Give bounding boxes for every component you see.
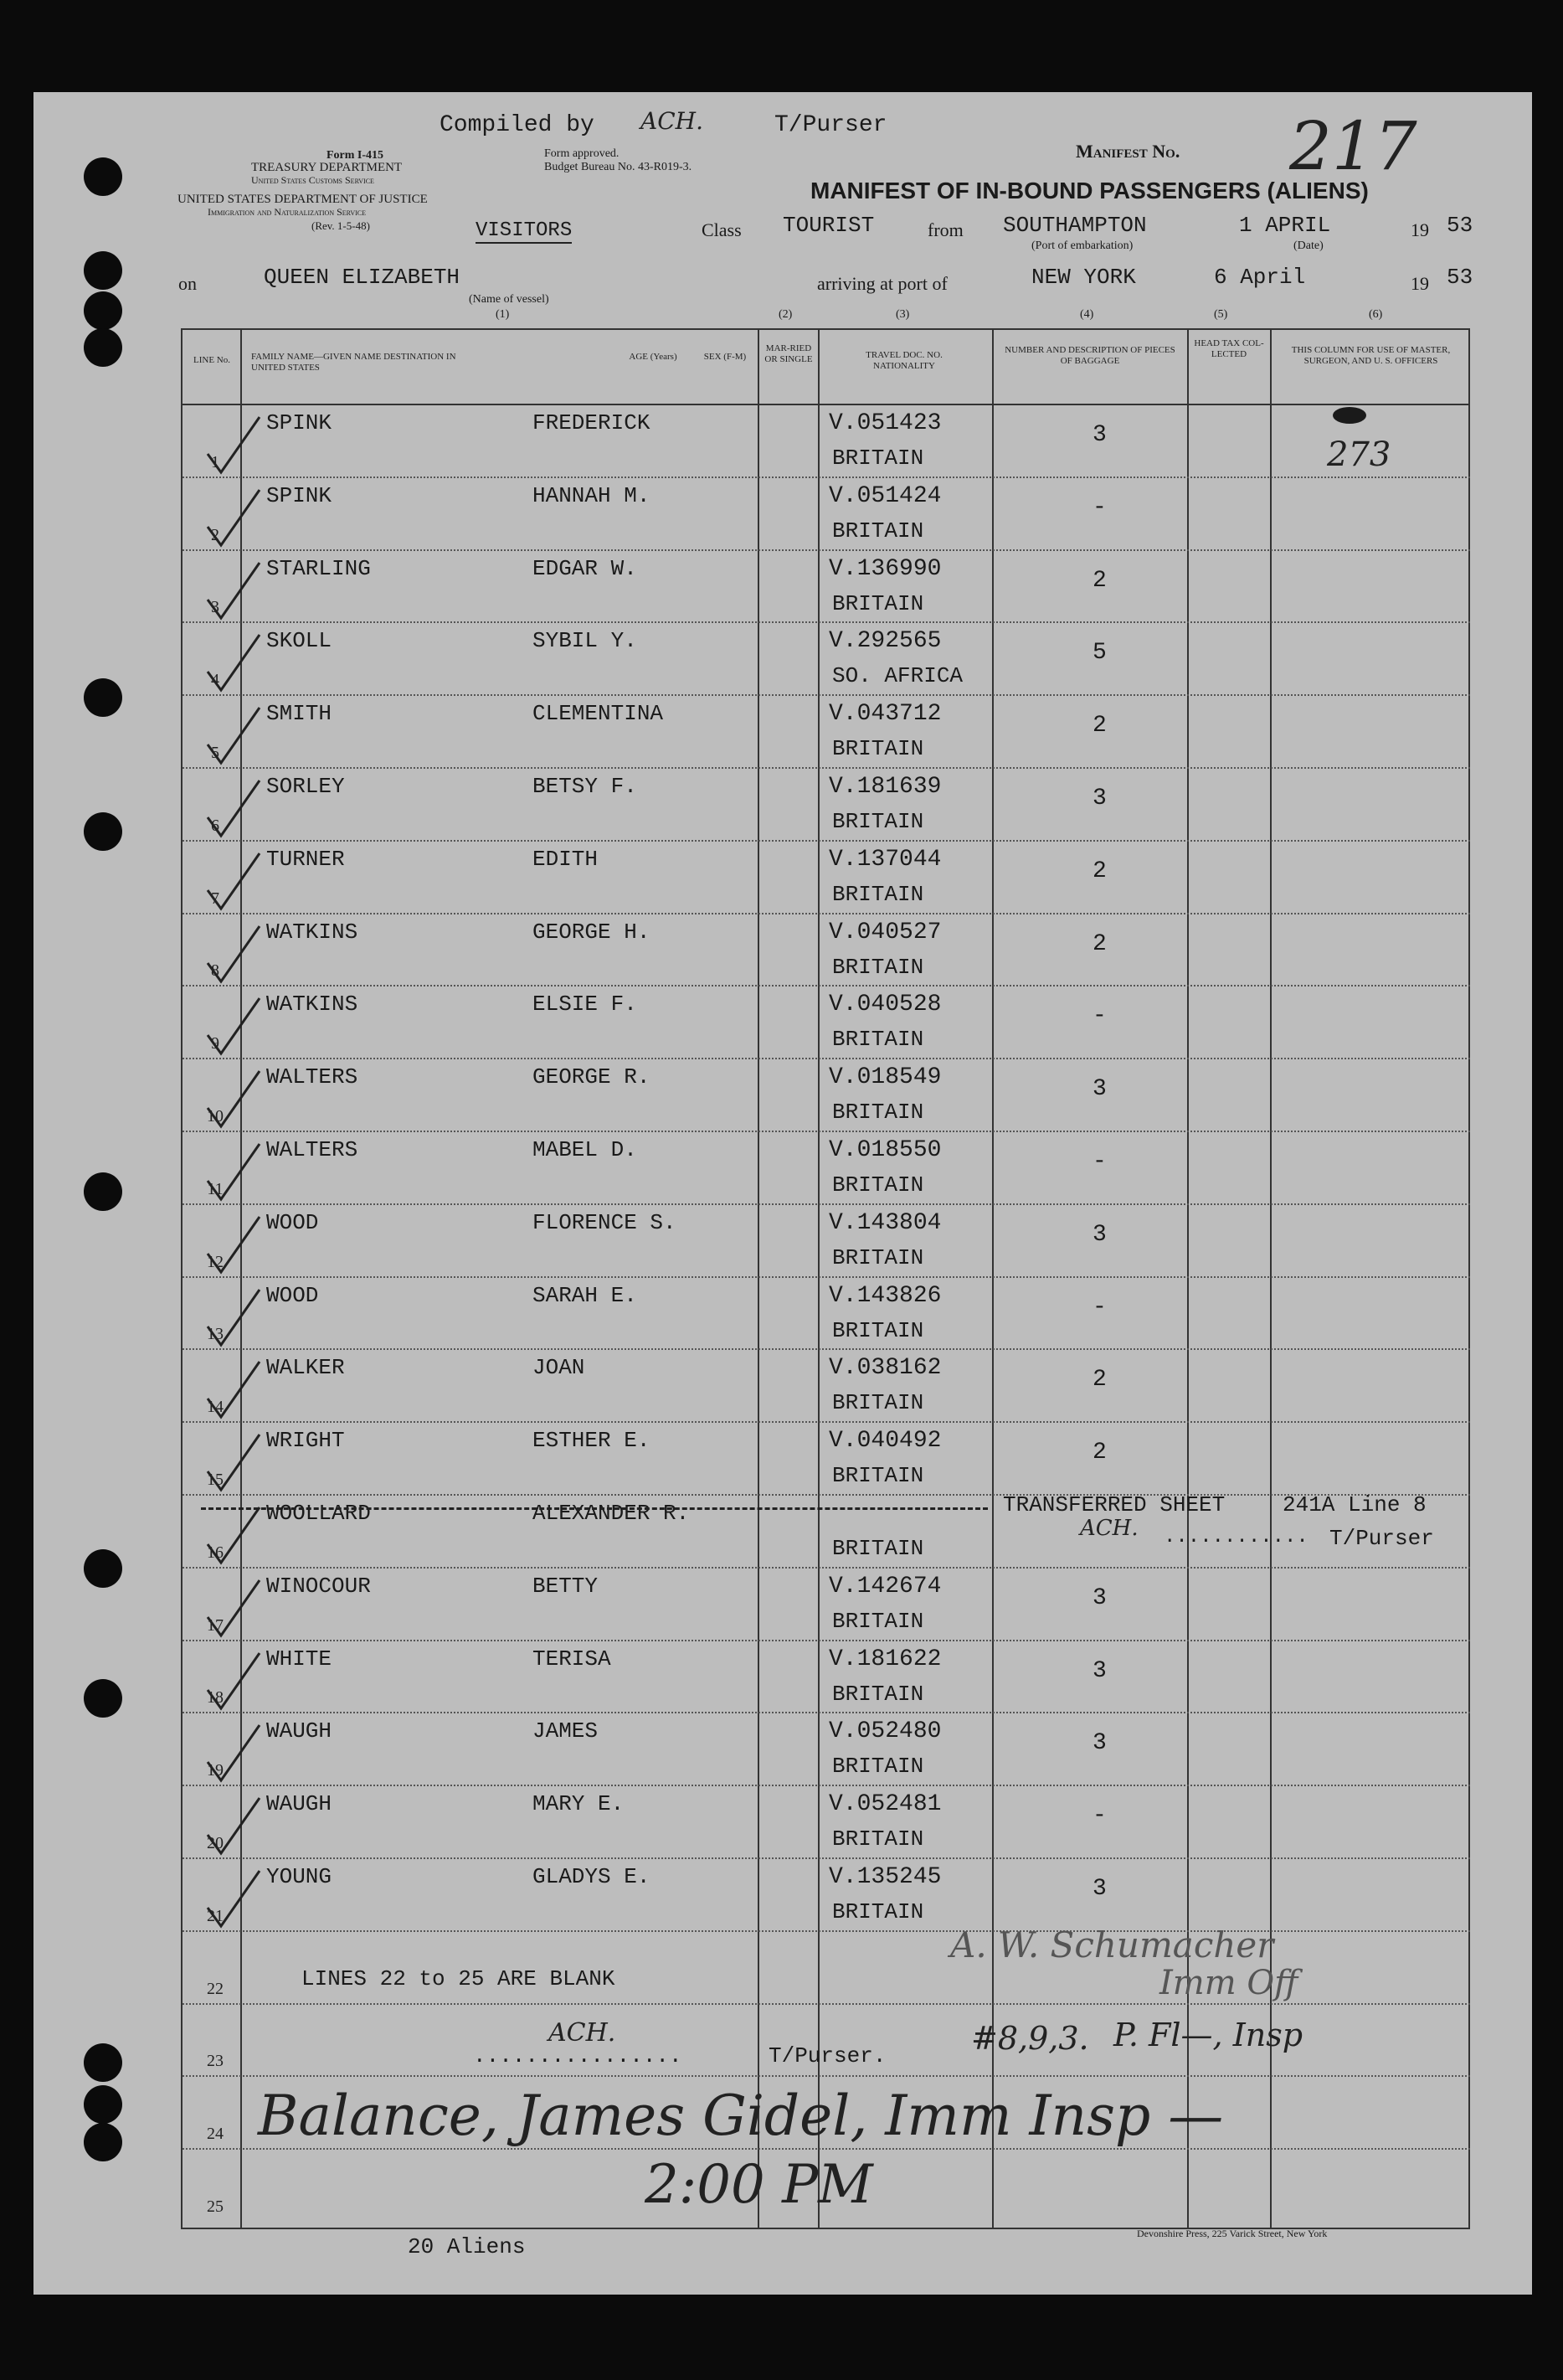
binder-hole bbox=[84, 157, 122, 196]
check-mark-icon bbox=[201, 993, 268, 1060]
row-divider bbox=[183, 1131, 1470, 1132]
nationality: BRITAIN bbox=[832, 1390, 924, 1416]
family-name: SMITH bbox=[266, 701, 332, 727]
arrival-date: 6 April bbox=[1214, 265, 1306, 290]
given-name: EDGAR W. bbox=[532, 555, 637, 581]
travel-doc-number: V.052481 bbox=[829, 1791, 942, 1818]
vessel-note: (Name of vessel) bbox=[469, 293, 549, 306]
family-name: SKOLL bbox=[266, 628, 332, 654]
family-name: WINOCOUR bbox=[266, 1573, 371, 1599]
nationality: BRITAIN bbox=[832, 518, 924, 543]
nationality: BRITAIN bbox=[832, 446, 924, 471]
line-number: 16 bbox=[207, 1543, 224, 1562]
arriving-label: arriving at port of bbox=[817, 273, 948, 294]
row-divider bbox=[183, 985, 1470, 987]
nationality: BRITAIN bbox=[832, 809, 924, 834]
given-name: SARAH E. bbox=[532, 1282, 637, 1308]
given-name: MABEL D. bbox=[532, 1137, 637, 1162]
check-mark-icon bbox=[201, 1430, 268, 1497]
nationality: BRITAIN bbox=[832, 1027, 924, 1053]
travel-doc-number: V.143826 bbox=[829, 1282, 942, 1309]
row-divider bbox=[183, 1930, 1470, 1932]
col-header-officers: THIS COLUMN FOR USE OF MASTER, SURGEON, AND U. S. OFFICERS bbox=[1291, 345, 1451, 366]
check-mark-icon bbox=[201, 485, 268, 552]
travel-doc-number: V.052480 bbox=[829, 1718, 942, 1745]
baggage-count: 3 bbox=[1093, 1076, 1107, 1103]
binder-hole bbox=[84, 1549, 122, 1588]
travel-doc-number: V.181639 bbox=[829, 774, 942, 800]
compiled-by-title: T/Purser bbox=[774, 112, 887, 138]
line-number: 10 bbox=[207, 1107, 224, 1126]
nationality: BRITAIN bbox=[832, 1608, 924, 1634]
given-name: CLEMENTINA bbox=[532, 701, 664, 727]
line-number: 18 bbox=[207, 1688, 224, 1708]
col-header-age: AGE (Years) bbox=[629, 352, 677, 362]
col-header-head-tax: HEAD TAX COL-LECTED bbox=[1194, 338, 1264, 359]
col-number-3: (3) bbox=[896, 308, 910, 321]
transferred-title: T/Purser bbox=[1329, 1526, 1434, 1551]
line-number: 19 bbox=[207, 1761, 224, 1780]
nationality: BRITAIN bbox=[832, 881, 924, 907]
compiled-by-label: Compiled by bbox=[440, 112, 594, 138]
binder-hole bbox=[84, 1679, 122, 1718]
line-number: 17 bbox=[207, 1615, 224, 1635]
check-mark-icon bbox=[201, 1139, 268, 1206]
given-name: FLORENCE S. bbox=[532, 1209, 676, 1235]
row-divider bbox=[183, 1276, 1470, 1278]
baggage-count: 2 bbox=[1093, 1367, 1107, 1393]
nationality: BRITAIN bbox=[832, 1681, 924, 1707]
family-name: WOOLLARD bbox=[266, 1501, 371, 1526]
family-name: WOOD bbox=[266, 1209, 319, 1235]
line-number: 4 bbox=[211, 671, 219, 690]
col-number-2: (2) bbox=[779, 308, 793, 321]
travel-doc-number: V.018549 bbox=[829, 1064, 942, 1091]
transferred-signature: ACH. bbox=[1080, 1516, 1139, 1541]
baggage-count: 2 bbox=[1093, 930, 1107, 957]
check-mark-icon bbox=[201, 1212, 268, 1279]
check-mark-icon bbox=[201, 848, 268, 915]
check-mark-icon bbox=[201, 1575, 268, 1642]
inspector-signature-1: A. W. Schumacher bbox=[950, 1924, 1274, 1965]
ins-service: Immigration and Naturalization Service bbox=[208, 206, 367, 218]
line-number: 24 bbox=[207, 2125, 224, 2144]
given-name: ALEXANDER R. bbox=[532, 1501, 690, 1526]
col-header-name: FAMILY NAME—GIVEN NAME DESTINATION IN UNITED STATES bbox=[251, 352, 456, 373]
officer-note-row1: 273 bbox=[1327, 435, 1391, 474]
nationality: BRITAIN bbox=[832, 1244, 924, 1270]
row-divider bbox=[183, 621, 1470, 623]
reference-number: #8,9,3. bbox=[971, 2020, 1089, 2057]
inspector-title-1: Imm Off bbox=[1159, 1964, 1298, 2002]
line-number: 1 bbox=[211, 452, 219, 471]
binder-hole bbox=[84, 678, 122, 717]
binder-hole bbox=[84, 1172, 122, 1211]
embarkation-note: (Port of embarkation) bbox=[1031, 240, 1134, 252]
travel-doc-number: V.137044 bbox=[829, 846, 942, 873]
baggage-count: 3 bbox=[1093, 1876, 1107, 1902]
travel-doc-number: V.040528 bbox=[829, 992, 942, 1018]
binder-hole bbox=[84, 291, 122, 330]
travel-doc-number: V.051424 bbox=[829, 482, 942, 509]
col-header-travel-doc: TRAVEL DOC. NO. NATIONALITY bbox=[866, 350, 943, 371]
family-name: WHITE bbox=[266, 1646, 332, 1672]
family-name: WAUGH bbox=[266, 1718, 332, 1744]
nationality: BRITAIN bbox=[832, 1463, 924, 1489]
family-name: SPINK bbox=[266, 410, 332, 435]
family-name: SORLEY bbox=[266, 774, 345, 799]
printer-credit: Devonshire Press, 225 Varick Street, New York bbox=[1137, 2228, 1328, 2239]
baggage-count: - bbox=[1093, 1294, 1107, 1321]
manifest-title: MANIFEST OF IN-BOUND PASSENGERS (ALIENS) bbox=[810, 178, 1369, 203]
binder-hole bbox=[84, 2043, 122, 2082]
given-name: MARY E. bbox=[532, 1791, 625, 1817]
column-divider bbox=[818, 328, 820, 2229]
purser-dots: ................ bbox=[473, 2043, 682, 2068]
family-name: WALKER bbox=[266, 1355, 345, 1381]
check-mark-icon bbox=[201, 1866, 268, 1933]
check-mark-icon bbox=[201, 412, 268, 479]
row-divider bbox=[183, 1421, 1470, 1423]
nationality: BRITAIN bbox=[832, 1172, 924, 1198]
family-name: WAUGH bbox=[266, 1791, 332, 1817]
transferred-text: TRANSFERRED SHEET bbox=[1003, 1492, 1226, 1517]
baggage-count: 3 bbox=[1093, 422, 1107, 448]
check-mark-icon bbox=[201, 630, 268, 697]
vessel-col-number: (1) bbox=[496, 308, 510, 321]
year-prefix: 19 bbox=[1411, 273, 1429, 294]
given-name: BETTY bbox=[532, 1573, 599, 1599]
department-of-justice: UNITED STATES DEPARTMENT OF JUSTICE bbox=[177, 193, 428, 206]
nationality: BRITAIN bbox=[832, 1100, 924, 1126]
line-number: 15 bbox=[207, 1471, 224, 1489]
vessel-name: QUEEN ELIZABETH bbox=[264, 265, 460, 290]
travel-doc-number: V.136990 bbox=[829, 555, 942, 582]
nationality: BRITAIN bbox=[832, 1536, 924, 1561]
nationality: BRITAIN bbox=[832, 736, 924, 762]
compiled-by-signature: ACH. bbox=[640, 107, 703, 135]
baggage-count: 3 bbox=[1093, 1584, 1107, 1611]
row-divider bbox=[183, 913, 1470, 914]
col-number-4: (4) bbox=[1080, 308, 1094, 321]
blank-lines-note: LINES 22 to 25 ARE BLANK bbox=[301, 1966, 615, 1991]
baggage-count: 3 bbox=[1093, 1730, 1107, 1757]
treasury-department: TREASURY DEPARTMENT bbox=[251, 161, 403, 174]
travel-doc-number: V.135245 bbox=[829, 1864, 942, 1890]
given-name: HANNAH M. bbox=[532, 482, 650, 508]
line-number: 21 bbox=[207, 1906, 224, 1925]
form-revision: (Rev. 1-5-48) bbox=[311, 219, 370, 232]
col-number-5: (5) bbox=[1214, 308, 1228, 321]
given-name: EDITH bbox=[532, 846, 599, 872]
check-mark-icon bbox=[201, 1648, 268, 1715]
date-note: (Date) bbox=[1293, 240, 1324, 252]
check-mark-icon bbox=[201, 775, 268, 842]
family-name: WATKINS bbox=[266, 992, 358, 1017]
given-name: JAMES bbox=[532, 1718, 599, 1744]
check-mark-icon bbox=[201, 558, 268, 625]
purser-signature: ACH. bbox=[548, 2018, 616, 2048]
family-name: YOUNG bbox=[266, 1864, 332, 1889]
nationality: SO. AFRICA bbox=[832, 663, 964, 689]
line-number: 22 bbox=[207, 1979, 224, 1998]
check-mark-icon bbox=[201, 1793, 268, 1860]
baggage-count: 3 bbox=[1093, 1221, 1107, 1248]
row-divider bbox=[183, 840, 1470, 842]
column-divider bbox=[758, 328, 759, 2229]
check-mark-icon bbox=[201, 703, 268, 770]
row-divider bbox=[183, 549, 1470, 551]
alien-count: 20 Aliens bbox=[408, 2234, 526, 2259]
row-divider bbox=[183, 1494, 1470, 1496]
line-number: 7 bbox=[211, 889, 219, 908]
officer-stamp-icon bbox=[1333, 407, 1366, 424]
row-divider bbox=[183, 1348, 1470, 1350]
family-name: WALTERS bbox=[266, 1064, 358, 1090]
nationality: BRITAIN bbox=[832, 1754, 924, 1780]
nationality: BRITAIN bbox=[832, 954, 924, 980]
given-name: GLADYS E. bbox=[532, 1864, 650, 1889]
baggage-count: - bbox=[1093, 1803, 1107, 1830]
arrival-port: NEW YORK bbox=[1031, 265, 1136, 290]
line-number: 13 bbox=[207, 1325, 224, 1344]
line-number: 23 bbox=[207, 2052, 224, 2071]
family-name: WRIGHT bbox=[266, 1428, 345, 1454]
check-mark-icon bbox=[201, 1357, 268, 1424]
line-number: 25 bbox=[207, 2197, 224, 2216]
row-divider bbox=[183, 767, 1470, 769]
row-divider bbox=[183, 1640, 1470, 1641]
arrival-year: 53 bbox=[1447, 265, 1473, 290]
header-bottom-rule bbox=[181, 404, 1470, 405]
inspector-signature-2: P. Fl—, Insp bbox=[1113, 2017, 1303, 2053]
check-mark-icon bbox=[201, 1285, 268, 1352]
class-label: Class bbox=[702, 219, 742, 240]
family-name: TURNER bbox=[266, 846, 345, 872]
travel-doc-number: V.040527 bbox=[829, 919, 942, 945]
col-header-baggage: NUMBER AND DESCRIPTION OF PIECES OF BAGGAGE bbox=[1005, 345, 1175, 366]
line-number: 12 bbox=[207, 1252, 224, 1271]
year-prefix: 19 bbox=[1411, 219, 1429, 240]
departure-year: 53 bbox=[1447, 213, 1473, 238]
line-number: 3 bbox=[211, 598, 219, 617]
check-mark-icon bbox=[201, 1066, 268, 1133]
family-name: WOOD bbox=[266, 1282, 319, 1308]
form-number: Form I-415 bbox=[326, 149, 384, 162]
line-number: 5 bbox=[211, 744, 219, 762]
row-divider bbox=[183, 1712, 1470, 1713]
row-divider bbox=[183, 1857, 1470, 1859]
budget-bureau: Budget Bureau No. 43-R019-3. bbox=[544, 161, 692, 173]
manifest-number: 217 bbox=[1289, 107, 1417, 185]
family-name: SPINK bbox=[266, 482, 332, 508]
manifest-table bbox=[181, 328, 1470, 2229]
col-header-line: LINE No. bbox=[193, 355, 230, 365]
row-divider bbox=[183, 694, 1470, 696]
row-divider bbox=[183, 1567, 1470, 1569]
woollard-strike-line bbox=[201, 1507, 988, 1510]
row-divider bbox=[183, 1203, 1470, 1205]
given-name: ESTHER E. bbox=[532, 1428, 650, 1454]
manifest-no-label: Manifest No. bbox=[1076, 141, 1180, 162]
travel-doc-number: V.018550 bbox=[829, 1137, 942, 1163]
nationality: BRITAIN bbox=[832, 590, 924, 616]
departure-date: 1 APRIL bbox=[1239, 213, 1331, 238]
travel-doc-number: V.043712 bbox=[829, 701, 942, 728]
given-name: BETSY F. bbox=[532, 774, 637, 799]
line-number: 8 bbox=[211, 961, 219, 981]
from-label: from bbox=[928, 219, 964, 240]
on-label: on bbox=[178, 273, 197, 294]
baggage-count: 2 bbox=[1093, 713, 1107, 739]
class-value: TOURIST bbox=[783, 213, 875, 238]
row-divider bbox=[183, 477, 1470, 478]
baggage-count: 2 bbox=[1093, 858, 1107, 884]
check-mark-icon bbox=[201, 1720, 268, 1787]
baggage-count: - bbox=[1093, 1149, 1107, 1175]
check-mark-icon bbox=[201, 1502, 268, 1569]
given-name: GEORGE R. bbox=[532, 1064, 650, 1090]
baggage-count: - bbox=[1093, 1003, 1107, 1030]
col-header-married: MAR-RIED OR SINGLE bbox=[764, 343, 813, 364]
given-name: GEORGE H. bbox=[532, 919, 650, 945]
baggage-count: 3 bbox=[1093, 786, 1107, 811]
given-name: JOAN bbox=[532, 1355, 585, 1381]
line-number: 6 bbox=[211, 816, 219, 835]
visitors-label: VISITORS bbox=[476, 219, 573, 242]
line-number: 2 bbox=[211, 525, 219, 544]
line-number: 11 bbox=[207, 1179, 224, 1198]
line-number: 9 bbox=[211, 1034, 219, 1053]
given-name: FREDERICK bbox=[532, 410, 650, 435]
binder-hole bbox=[84, 2123, 122, 2161]
line-number: 14 bbox=[207, 1398, 224, 1417]
transferred-line-ref: 241A Line 8 bbox=[1283, 1492, 1427, 1517]
col-header-sex: SEX (F-M) bbox=[703, 352, 747, 362]
travel-doc-number: V.142674 bbox=[829, 1573, 942, 1600]
form-approved: Form approved. bbox=[544, 147, 620, 160]
row-divider bbox=[183, 1058, 1470, 1059]
binder-hole bbox=[84, 812, 122, 851]
family-name: WALTERS bbox=[266, 1137, 358, 1162]
travel-doc-number: V.181622 bbox=[829, 1646, 942, 1672]
time-note: 2:00 PM bbox=[645, 2154, 873, 2216]
check-mark-icon bbox=[201, 921, 268, 988]
baggage-count: 2 bbox=[1093, 567, 1107, 594]
row-divider bbox=[183, 2148, 1470, 2150]
nationality: BRITAIN bbox=[832, 1826, 924, 1852]
nationality: BRITAIN bbox=[832, 1317, 924, 1343]
from-value: SOUTHAMPTON bbox=[1003, 213, 1147, 238]
baggage-count: - bbox=[1093, 494, 1107, 521]
transferred-dots: ............ bbox=[1164, 1526, 1308, 1548]
row-divider bbox=[183, 2003, 1470, 2005]
travel-doc-number: V.143804 bbox=[829, 1209, 942, 1236]
binder-hole bbox=[84, 251, 122, 290]
travel-doc-number: V.292565 bbox=[829, 628, 942, 655]
binder-hole bbox=[84, 328, 122, 367]
given-name: SYBIL Y. bbox=[532, 628, 637, 654]
binder-hole bbox=[84, 2085, 122, 2124]
travel-doc-number: V.051423 bbox=[829, 410, 942, 436]
given-name: ELSIE F. bbox=[532, 992, 637, 1017]
col-number-6: (6) bbox=[1369, 308, 1383, 321]
customs-service: United States Customs Service bbox=[251, 174, 374, 186]
baggage-count: 5 bbox=[1093, 640, 1107, 667]
nationality: BRITAIN bbox=[832, 1899, 924, 1924]
given-name: TERISA bbox=[532, 1646, 611, 1672]
baggage-count: 2 bbox=[1093, 1440, 1107, 1466]
family-name: WATKINS bbox=[266, 919, 358, 945]
line-number: 20 bbox=[207, 1834, 224, 1852]
row-divider bbox=[183, 2075, 1470, 2077]
baggage-count: 3 bbox=[1093, 1657, 1107, 1684]
purser-title: T/Purser. bbox=[769, 2043, 887, 2068]
travel-doc-number: V.040492 bbox=[829, 1428, 942, 1455]
balance-note: Balance, James Gidel, Imm Insp — bbox=[258, 2084, 1224, 2148]
travel-doc-number: V.038162 bbox=[829, 1355, 942, 1382]
family-name: STARLING bbox=[266, 555, 371, 581]
row-divider bbox=[183, 1785, 1470, 1786]
